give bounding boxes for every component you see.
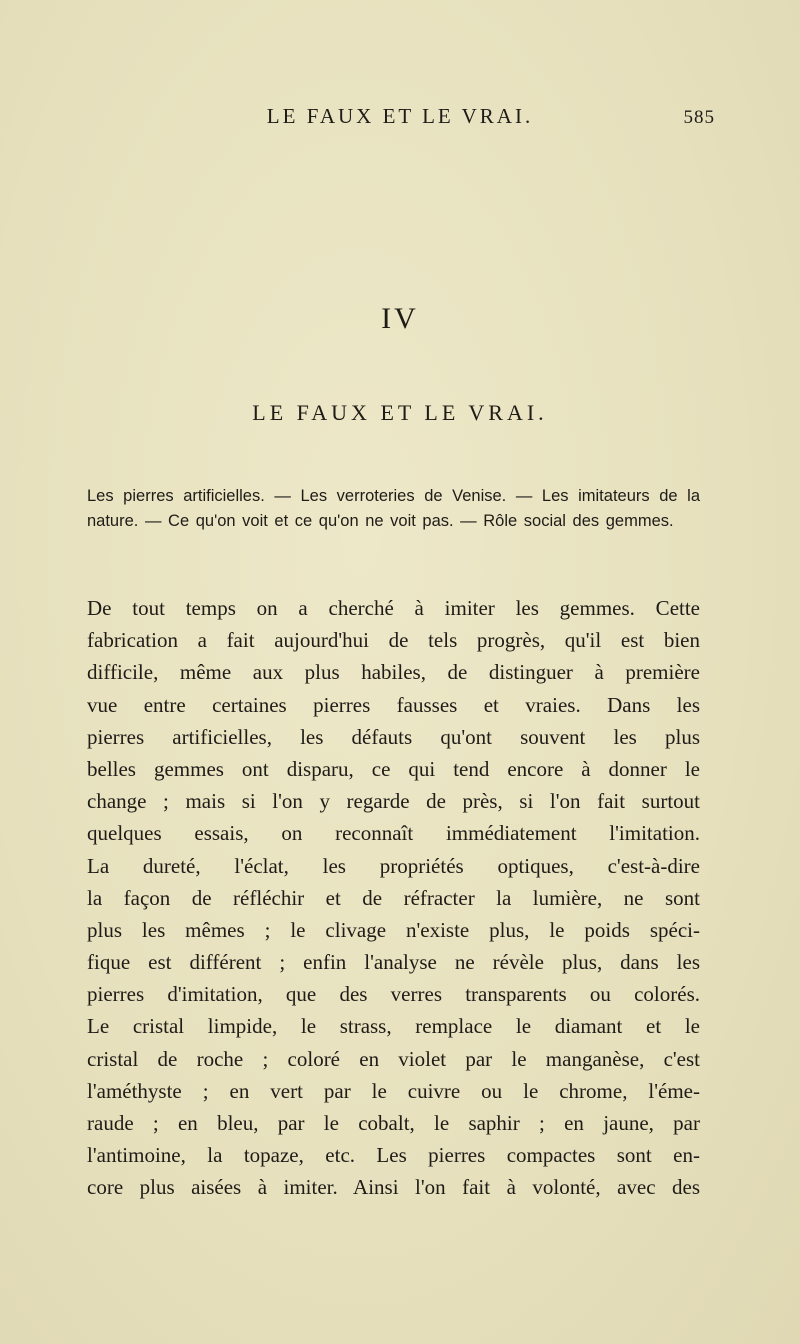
text-line: difficile, même aux plus habiles, de distinguer à première — [87, 660, 700, 685]
text-line: fabrication a fait aujourd'hui de tels progrès, qu'il est bien — [87, 628, 700, 653]
text-line: belles gemmes ont disparu, ce qui tend encore à donner le — [87, 756, 700, 781]
text-line: cristal de roche ; coloré en violet par le manganèse, c'est — [87, 1046, 700, 1071]
text-line: la façon de réfléchir et de réfracter la lumière, ne sont — [87, 885, 700, 910]
running-head — [0, 100, 800, 140]
text-line: change ; mais si l'on y regarde de près, si l'on fait surtout — [87, 789, 700, 814]
text-line: plus les mêmes ; le clivage n'existe plus, le poids spéci- — [87, 917, 700, 942]
chapter-summary: Les pierres artificielles. — Les verroteries de Venise. — Les imitateurs de la nature. — Ce qu'on voit et ce qu'on ne voit pas. — Rôle social des gemmes. — [87, 487, 700, 530]
text-line: pierres artificielles, les défauts qu'ont souvent les plus — [87, 724, 700, 749]
chapter-title: LE FAUX ET LE VRAI. — [252, 400, 548, 425]
text-line: Le cristal limpide, le strass, remplace le diamant et le — [87, 1014, 700, 1039]
page-number: 585 — [683, 107, 715, 128]
text-line: fique est différent ; enfin l'analyse ne révèle plus, dans les — [87, 950, 700, 975]
body-text — [87, 592, 700, 1204]
text-line: l'améthyste ; en vert par le cuivre ou le chrome, l'éme- — [87, 1078, 700, 1103]
chapter-number: IV — [381, 302, 419, 335]
text-line: core plus aisées à imiter. Ainsi l'on fait à volonté, avec des — [87, 1175, 700, 1200]
running-title: LE FAUX ET LE VRAI. — [266, 104, 534, 128]
text-line: l'antimoine, la topaze, etc. Les pierres compactes sont en- — [87, 1143, 700, 1168]
text-line: quelques essais, on reconnaît immédiatement l'imitation. — [87, 821, 700, 846]
text-line: vue entre certaines pierres fausses et vraies. Dans les — [87, 692, 700, 717]
text-line: De tout temps on a cherché à imiter les gemmes. Cette — [87, 596, 700, 620]
text-line: pierres d'imitation, que des verres transparents ou colorés. — [87, 982, 700, 1007]
text-line: La dureté, l'éclat, les propriétés optiques, c'est-à-dire — [87, 853, 700, 878]
text-line: raude ; en bleu, par le cobalt, le saphir ; en jaune, par — [87, 1111, 700, 1135]
